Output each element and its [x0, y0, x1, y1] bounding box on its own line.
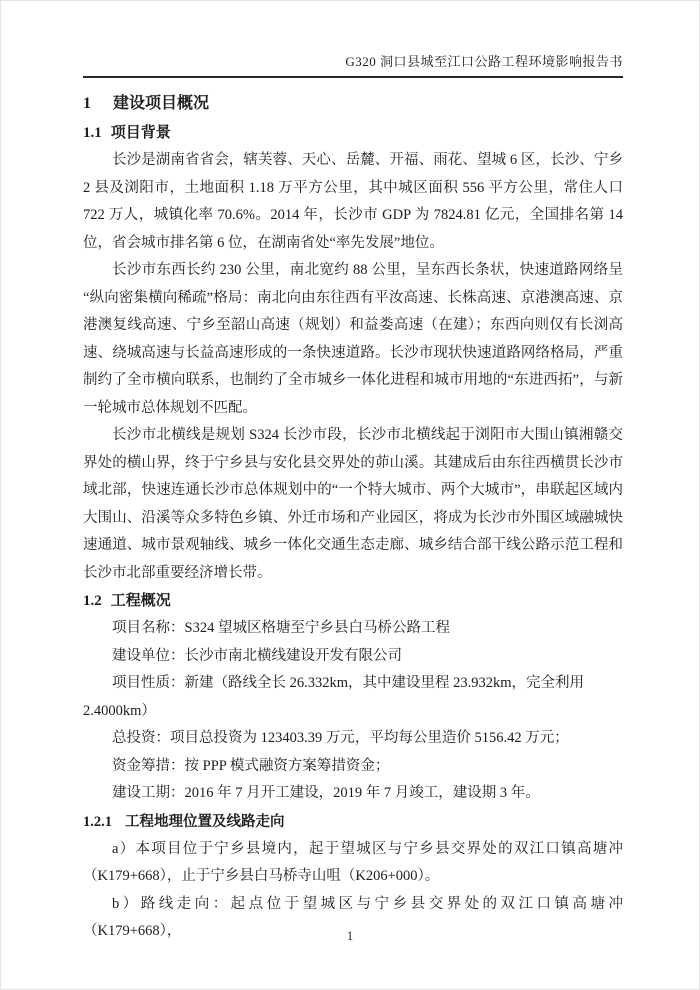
paragraph-location-b: b）路线走向：起点位于望城区与宁乡县交界处的双江口镇高塘冲（K179+668）， — [83, 895, 623, 939]
project-item-schedule-label: 建设工期： — [112, 785, 185, 801]
section-1-1-number: 1.1 — [83, 125, 102, 141]
section-heading-1-2 — [83, 587, 623, 615]
chapter-title: 建设项目概况 — [113, 95, 210, 112]
page-number: 1 — [346, 928, 354, 943]
project-item-nature — [83, 670, 623, 725]
section-1-2-1-number: 1.2.1 — [83, 813, 112, 830]
project-item-name-value: S324 望城区格塘至宁乡县白马桥公路工程 — [184, 620, 450, 636]
project-item-funding-value: 按 PPP 模式融资方案筹措资金； — [184, 757, 390, 774]
page-header — [83, 0, 623, 70]
paragraph-background-3: 长沙市北横线是规划 S324 长沙市段，长沙市北横线起于浏阳市大围山镇湘赣交界处的横山界，终于宁乡县与安化县交界处的茆山溪。其建成后由东往西横贯长沙市域北部，快速连通长沙市总体规划中的“一个特大城市、两个大城市”，串联起区域内大围山、沿溪等众多特色乡镇、外迁市场和产业园区，将成为长沙市外围区域融城快速通道、城市景观轴线、城乡一体化交通生态走廊、城乡结合部干线公路示范工程和长沙市北部重要经济增长带。 — [83, 427, 623, 581]
project-item-owner-value: 长沙市南北横线建设开发有限公司 — [184, 647, 402, 664]
section-heading-1-1 — [83, 119, 623, 147]
section-1-2-title: 工程概况 — [110, 593, 171, 609]
paragraph-background-2: 长沙市东西长约 230 公里，南北宽约 88 公里，呈东西长条状，快速道路网络呈“纵向密集横向稀疏”格局：南北向由东往西有平汝高速、长株高速、京港澳高速、京港澳复线高速、宁乡至韶山高速（规划）和益娄高速（在建）；东西向则仅有长浏高速、绕城高速与长益高速形成的一条快速道路。长沙市现状快速道路网络格局，严重制约了全市横向联系，也制约了全市城乡一体化进程和城市用地的“东进西拓”，与新一轮城市总体规划不匹配。 — [83, 262, 623, 416]
project-item-name — [83, 615, 623, 643]
project-item-investment — [83, 725, 623, 753]
section-1-2-1-title: 工程地理位置及线路走向 — [125, 813, 285, 830]
project-item-schedule — [83, 780, 623, 808]
page-footer — [0, 928, 700, 944]
report-header-title: G320 洞口县城至江口公路工程环境影响报告书 — [345, 54, 623, 69]
project-item-owner — [83, 643, 623, 671]
project-item-funding — [83, 753, 623, 781]
project-item-funding-label: 资金筹措： — [112, 757, 185, 774]
project-item-nature-value: 新建（路线全长 26.332km，其中建设里程 23.932km，完全利用 2.4000km） — [83, 675, 585, 719]
section-heading-1-2-1 — [83, 808, 623, 836]
chapter-number: 1 — [83, 95, 91, 112]
project-item-schedule-value: 2016 年 7 月开工建设，2019 年 7 月竣工，建设期 3 年。 — [184, 785, 540, 801]
project-item-name-label: 项目名称： — [112, 620, 185, 636]
project-item-investment-label: 总投资： — [112, 730, 170, 746]
paragraph-location-a: a）本项目位于宁乡县境内，起于望城区与宁乡县交界处的双江口镇高塘冲（K179+668），止于宁乡县白马桥寺山咀（K206+000）。 — [83, 840, 623, 884]
paragraph-background-1: 长沙是湖南省省会，辖芙蓉、天心、岳麓、开福、雨花、望城 6 区，长沙、宁乡 2 县及浏阳市，土地面积 1.18 万平方公里，其中城区面积 556 平方公里，常住人口 722 万人，城镇化率 70.6%。2014 年，长沙市 GDP 为 7824.81 亿元，全国排名第 14 位，省会城市排名第 6 位，在湖南省处“率先发展”地位。 — [83, 152, 623, 251]
section-1-2-number: 1.2 — [83, 593, 102, 609]
project-item-investment-value: 项目总投资为 123403.39 万元，平均每公里造价 5156.42 万元； — [170, 730, 569, 746]
project-item-owner-label: 建设单位： — [112, 647, 185, 664]
document-body — [83, 89, 623, 946]
project-item-nature-label: 项目性质： — [112, 675, 185, 691]
chapter-heading — [83, 89, 623, 119]
header-rule — [83, 76, 623, 78]
section-1-1-title: 项目背景 — [110, 125, 171, 141]
